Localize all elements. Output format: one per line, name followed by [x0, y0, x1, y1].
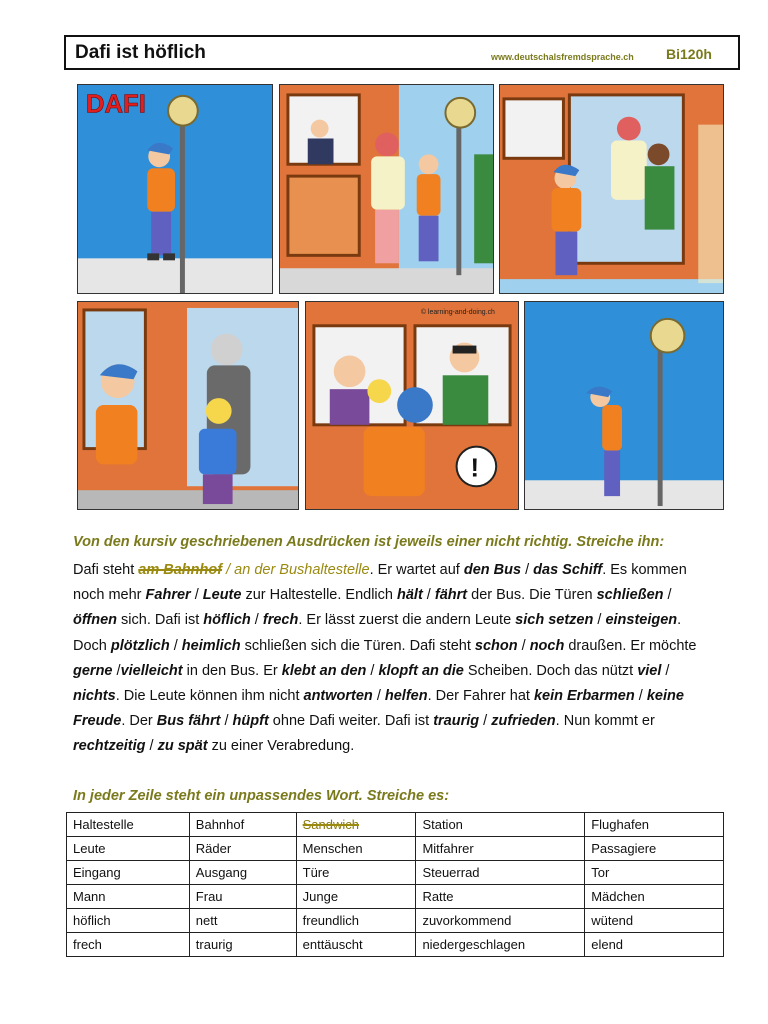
- word-text: niedergeschlagen: [422, 937, 526, 952]
- option-word: öffnen: [73, 612, 118, 629]
- website-link[interactable]: www.deutschalsfremdsprache.ch: [491, 52, 634, 62]
- text-segment: draußen. Er möchte: [564, 637, 697, 654]
- word-cell: [416, 861, 585, 885]
- page-title: Dafi ist höflich: [75, 42, 206, 63]
- word-cell: [67, 813, 190, 837]
- text-segment: /: [593, 612, 606, 629]
- word-text: Flughafen: [591, 817, 650, 832]
- word-text: Leute: [73, 841, 106, 856]
- word-cell: [67, 885, 190, 909]
- word-text: Ratte: [422, 889, 454, 904]
- text-segment: /: [145, 738, 158, 755]
- text-segment: /: [372, 688, 385, 705]
- option-word: kein Erbarmen: [533, 688, 635, 705]
- word-cell: [416, 909, 585, 933]
- word-text: enttäuscht: [302, 937, 363, 952]
- text-segment: /: [169, 637, 182, 654]
- text-segment: /: [521, 562, 534, 578]
- word-cell: [189, 837, 296, 861]
- table-row: [67, 837, 724, 861]
- word-cell: [585, 837, 724, 861]
- option-word: hält: [397, 587, 423, 604]
- copyright-text: © learning-and-doing.ch: [420, 308, 495, 316]
- word-cell: [189, 885, 296, 909]
- table-row: [67, 861, 724, 885]
- option-word: noch: [529, 637, 565, 654]
- text-segment: /: [366, 662, 379, 679]
- option-word: nichts: [73, 688, 116, 705]
- option-word: hüpft: [232, 713, 269, 730]
- text-segment: Scheiben. Doch das nützt: [463, 662, 638, 679]
- word-text: Frau: [195, 889, 223, 904]
- word-text: Räder: [195, 841, 232, 856]
- table-row: [67, 933, 724, 957]
- text-segment: /: [190, 587, 203, 604]
- word-cell: [585, 885, 724, 909]
- text-segment: ohne Dafi weiter. Dafi ist: [268, 713, 434, 730]
- word-cell: [67, 837, 190, 861]
- word-cell: [416, 885, 585, 909]
- word-cell: [189, 861, 296, 885]
- option-word: antworten: [303, 688, 373, 705]
- comic-panel-6: [524, 301, 724, 510]
- option-word: das Schiff: [533, 562, 603, 578]
- text-segment: /: [250, 612, 263, 629]
- option-word: einsteigen: [605, 612, 678, 629]
- option-word: Bus fährt: [156, 713, 221, 730]
- word-text: Menschen: [302, 841, 363, 856]
- word-cell: [296, 861, 416, 885]
- text-segment: . Er lässt zuerst die andern Leute: [298, 612, 516, 629]
- option-word: klopft an die: [378, 662, 464, 679]
- option-word: Leute: [202, 587, 242, 604]
- text-segment: . Es kommen noch mehr: [73, 562, 687, 604]
- word-text: Mitfahrer: [422, 841, 474, 856]
- word-text: Tor: [591, 865, 610, 880]
- option-word: zu spät: [157, 738, 208, 755]
- option-word: vielleicht: [120, 662, 183, 679]
- text-segment: . Er wartet auf: [369, 562, 464, 578]
- word-cell: [189, 813, 296, 837]
- text-segment: /: [422, 587, 435, 604]
- word-cell: [416, 933, 585, 957]
- option-word: zufrieden: [491, 713, 556, 730]
- text-segment: sich. Dafi ist: [117, 612, 204, 629]
- option-word: am Bahnhof: [138, 562, 223, 578]
- word-text: höflich: [73, 913, 111, 928]
- option-word: höflich: [203, 612, 251, 629]
- comic-panel-5: [305, 301, 519, 510]
- word-text: Türe: [302, 865, 330, 880]
- option-word: rechtzeitig: [73, 738, 146, 755]
- header-box: [64, 35, 740, 70]
- option-word: /: [222, 562, 235, 578]
- word-cell: [296, 933, 416, 957]
- option-word: gerne: [73, 662, 113, 679]
- text-segment: . Nun kommt er: [555, 713, 655, 730]
- word-text: Mann: [73, 889, 106, 904]
- comic-panel-2: [279, 84, 494, 294]
- word-text: zuvorkommend: [422, 913, 512, 928]
- exercise1-text: [73, 558, 713, 760]
- text-segment: /: [112, 662, 121, 679]
- word-cell: [296, 813, 416, 837]
- word-text: wütend: [591, 913, 634, 928]
- table-row: [67, 813, 724, 837]
- comic-panel-1: [77, 84, 273, 294]
- text-segment: /: [663, 587, 672, 604]
- exercise2-instruction: In jeder Zeile steht ein unpassendes Wort. Streiche es:: [73, 788, 450, 804]
- dafi-logo: DAFI: [85, 90, 146, 119]
- word-text: traurig: [195, 937, 233, 952]
- word-cell: [296, 885, 416, 909]
- word-cell: [67, 861, 190, 885]
- text-segment: zur Haltestelle. Endlich: [241, 587, 397, 604]
- word-text: nett: [195, 913, 218, 928]
- text-segment: der Bus. Die Türen: [467, 587, 597, 604]
- text-segment: /: [479, 713, 492, 730]
- option-word: schon: [474, 637, 518, 654]
- word-table: [66, 812, 724, 957]
- word-cell: [416, 813, 585, 837]
- word-cell: [296, 909, 416, 933]
- text-segment: /: [634, 688, 647, 705]
- option-word: keine Freude: [73, 688, 684, 730]
- option-word: den Bus: [463, 562, 522, 578]
- word-text: Sandwich: [302, 817, 359, 832]
- text-segment: . Der Fahrer hat: [427, 688, 534, 705]
- word-text: Bahnhof: [195, 817, 245, 832]
- word-text: Haltestelle: [73, 817, 134, 832]
- word-cell: [189, 933, 296, 957]
- option-word: plötzlich: [110, 637, 170, 654]
- word-text: Eingang: [73, 865, 121, 880]
- text-segment: /: [517, 637, 530, 654]
- word-text: Ausgang: [195, 865, 248, 880]
- option-word: fährt: [434, 587, 468, 604]
- word-cell: [585, 933, 724, 957]
- text-segment: Dafi steht: [73, 562, 139, 578]
- option-word: schließen: [596, 587, 664, 604]
- option-word: sich setzen: [515, 612, 594, 629]
- option-word: klebt an den: [281, 662, 367, 679]
- word-cell: [585, 813, 724, 837]
- word-text: Steuerrad: [422, 865, 480, 880]
- table-row: [67, 909, 724, 933]
- comic-panel-4: [77, 301, 299, 510]
- option-word: an der Bushaltestelle: [234, 562, 370, 578]
- word-cell: [189, 909, 296, 933]
- option-word: helfen: [384, 688, 428, 705]
- word-text: Station: [422, 817, 463, 832]
- word-text: Junge: [302, 889, 339, 904]
- text-segment: . Die Leute können ihm nicht: [115, 688, 304, 705]
- text-segment: in den Bus. Er: [182, 662, 282, 679]
- word-cell: [585, 861, 724, 885]
- worksheet-code: Bi120h: [666, 46, 712, 62]
- option-word: frech: [262, 612, 299, 629]
- text-segment: /: [661, 662, 670, 679]
- word-text: frech: [73, 937, 102, 952]
- word-cell: [416, 837, 585, 861]
- text-segment: schließen sich die Türen. Dafi steht: [240, 637, 475, 654]
- word-cell: [67, 933, 190, 957]
- word-text: Passagiere: [591, 841, 657, 856]
- text-segment: . Der: [121, 713, 157, 730]
- option-word: heimlich: [181, 637, 241, 654]
- text-segment: zu einer Verabredung.: [207, 738, 355, 755]
- option-word: Fahrer: [145, 587, 191, 604]
- word-text: elend: [591, 937, 624, 952]
- word-text: Mädchen: [591, 889, 645, 904]
- text-segment: . Doch: [73, 612, 682, 654]
- word-cell: [585, 909, 724, 933]
- text-segment: /: [220, 713, 233, 730]
- word-cell: [67, 909, 190, 933]
- option-word: viel: [637, 662, 662, 679]
- speech-bubble-text: !: [470, 454, 480, 483]
- comic-panel-3: [499, 84, 724, 294]
- word-text: freundlich: [302, 913, 359, 928]
- option-word: traurig: [433, 713, 480, 730]
- table-row: [67, 885, 724, 909]
- word-cell: [296, 837, 416, 861]
- exercise1-instruction: Von den kursiv geschriebenen Ausdrücken ist jeweils einer nicht richtig. Streiche ihn:: [73, 534, 665, 550]
